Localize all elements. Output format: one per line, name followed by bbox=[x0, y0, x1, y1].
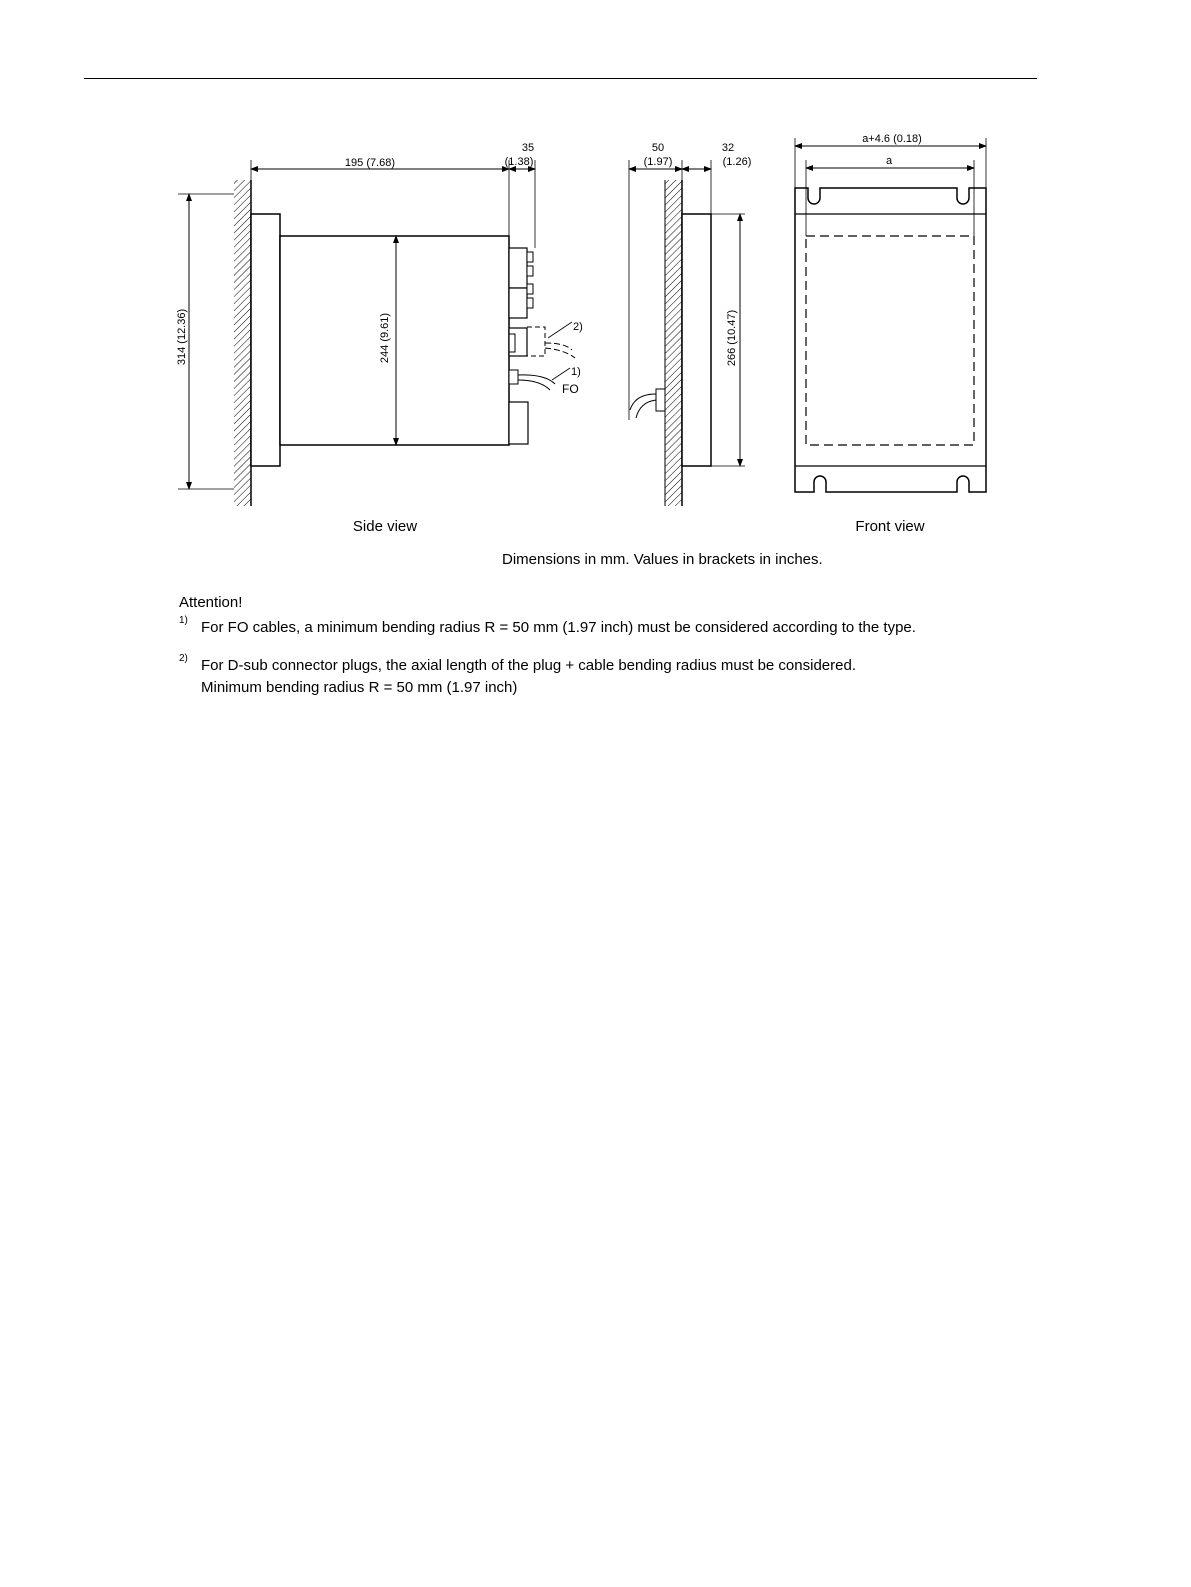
front-outline bbox=[795, 188, 986, 492]
note-2-marker: 2) bbox=[179, 653, 188, 664]
dim-side-height-inner: 244 (9.61) bbox=[379, 312, 391, 364]
dim-front-depth-mm: 32 bbox=[721, 142, 735, 154]
dim-front-offset-mm: 50 bbox=[651, 142, 665, 154]
front-view-drawing bbox=[795, 133, 986, 492]
panel-cross-section bbox=[629, 142, 751, 506]
dim-side-height-outer: 314 (12.36) bbox=[176, 308, 188, 366]
callout-2: 2) bbox=[573, 321, 583, 333]
side-view-label: Side view bbox=[352, 518, 418, 535]
note-2-text: For D-sub connector plugs, the axial length of the plug + cable bending radius must be considered. bbox=[201, 657, 856, 674]
note-1-marker: 1) bbox=[179, 615, 188, 626]
side-view-drawing bbox=[176, 142, 583, 506]
dim-front-offset-in: (1.97) bbox=[643, 156, 673, 168]
dim-front-depth-in: (1.26) bbox=[722, 156, 752, 168]
dim-side-width: 195 (7.68) bbox=[344, 157, 396, 169]
panel-hatch bbox=[665, 180, 682, 506]
dim-side-depth-mm: 35 bbox=[521, 142, 535, 154]
housing bbox=[280, 236, 509, 445]
dim-front-width-inner: a bbox=[885, 155, 893, 167]
dimension-drawing bbox=[0, 0, 1191, 600]
note-2-text-line2: Minimum bending radius R = 50 mm (1.97 inch) bbox=[201, 679, 518, 696]
dimensions-caption: Dimensions in mm. Values in brackets in inches. bbox=[502, 551, 823, 568]
front-view-label: Front view bbox=[855, 518, 925, 535]
front-panel bbox=[251, 214, 280, 466]
note-1-text: For FO cables, a minimum bending radius R = 50 mm (1.97 inch) must be considered according to the type. bbox=[201, 619, 916, 636]
dim-front-height: 266 (10.47) bbox=[726, 309, 738, 367]
callout-fo: FO bbox=[562, 382, 579, 396]
callout-1: 1) bbox=[571, 366, 581, 378]
wall-hatch bbox=[234, 180, 251, 506]
attention-heading: Attention! bbox=[179, 594, 243, 611]
dim-front-width-outer: a+4.6 (0.18) bbox=[862, 133, 922, 145]
dim-side-depth-in: (1.38) bbox=[504, 156, 534, 168]
